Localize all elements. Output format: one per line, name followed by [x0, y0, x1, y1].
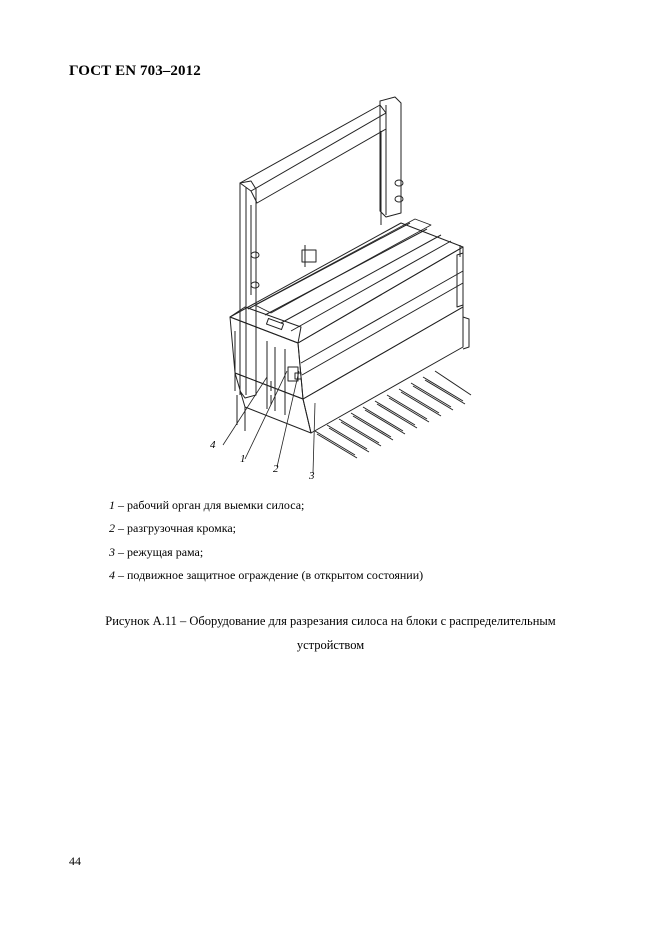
callout-1: 1: [240, 453, 246, 465]
legend-item: 3 – режущая рама;: [109, 544, 204, 559]
back-frame-left-post: [240, 181, 256, 398]
legend-item: 4 – подвижное защитное ограждение (в открытом состоянии): [109, 567, 424, 582]
callout-3: 3: [309, 470, 315, 482]
legend-item: 1 – рабочий орган для выемки силоса;: [109, 498, 305, 512]
page-number: 44: [69, 854, 81, 868]
callout-2: 2: [273, 463, 279, 475]
hopper-top: [230, 223, 463, 343]
document-header: ГОСТ EN 703–2012: [69, 63, 201, 79]
cutting-tines: [315, 371, 471, 458]
technical-drawing: [205, 95, 475, 485]
protective-guard: [230, 307, 301, 343]
callout-4: 4: [210, 439, 216, 451]
figure-caption-line-2: устройством: [296, 638, 365, 652]
legend-item: 2 – разгрузочная кромка;: [109, 521, 236, 536]
figure-legend: [109, 494, 423, 587]
back-frame-top-beam: [240, 105, 386, 191]
figure-caption-line-1: Рисунок А.11 – Оборудование для разрезания силоса на блоки с распределительным: [105, 614, 556, 628]
